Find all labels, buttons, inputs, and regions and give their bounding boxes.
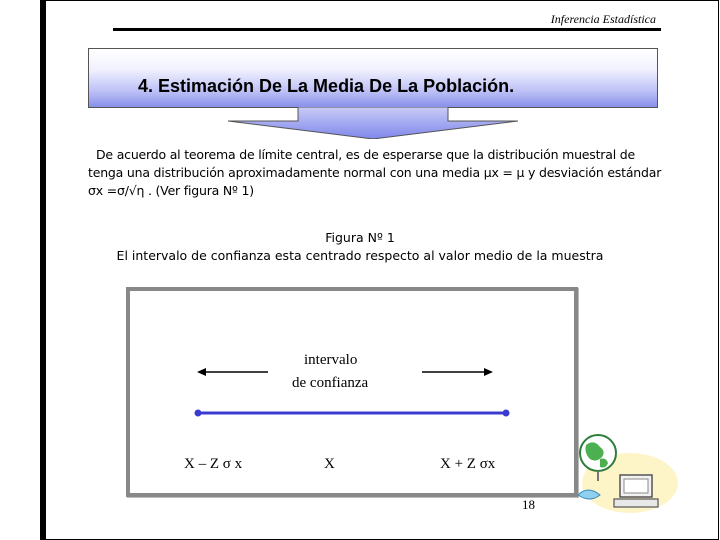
- globe-computer-clipart-icon: [560, 425, 680, 520]
- upper-bound-label: X + Z σx: [440, 456, 496, 472]
- paragraph-line-3: σx =σ/√η . (Ver figura Nº 1): [88, 183, 254, 198]
- interval-label-line-2: de confianza: [292, 375, 369, 391]
- paragraph-line-2: tenga una distribución aproximadamente normal con una media µx = µ y desviación estándar: [88, 165, 662, 180]
- center-label: X: [324, 456, 335, 472]
- section-title: 4. Estimación De La Media De La Población.: [138, 76, 515, 96]
- paragraph-line-1: De acuerdo al teorema de límite central, es de esperarse que la distribución muestral de: [96, 147, 635, 162]
- figure-number: Figura Nº 1: [325, 230, 395, 245]
- right-arrow-head: [484, 368, 493, 376]
- lower-bound-label: X – Z σ x: [184, 456, 243, 472]
- interval-left-end: [195, 410, 202, 417]
- interval-label-line-1: intervalo: [304, 352, 358, 368]
- left-arrow-head: [197, 368, 206, 376]
- page-number: 18: [522, 497, 535, 512]
- figure-caption: El intervalo de confianza esta centrado respecto al valor medio de la muestra: [116, 248, 604, 263]
- header-subject: Inferencia Estadística: [550, 12, 656, 26]
- interval-right-end: [503, 410, 510, 417]
